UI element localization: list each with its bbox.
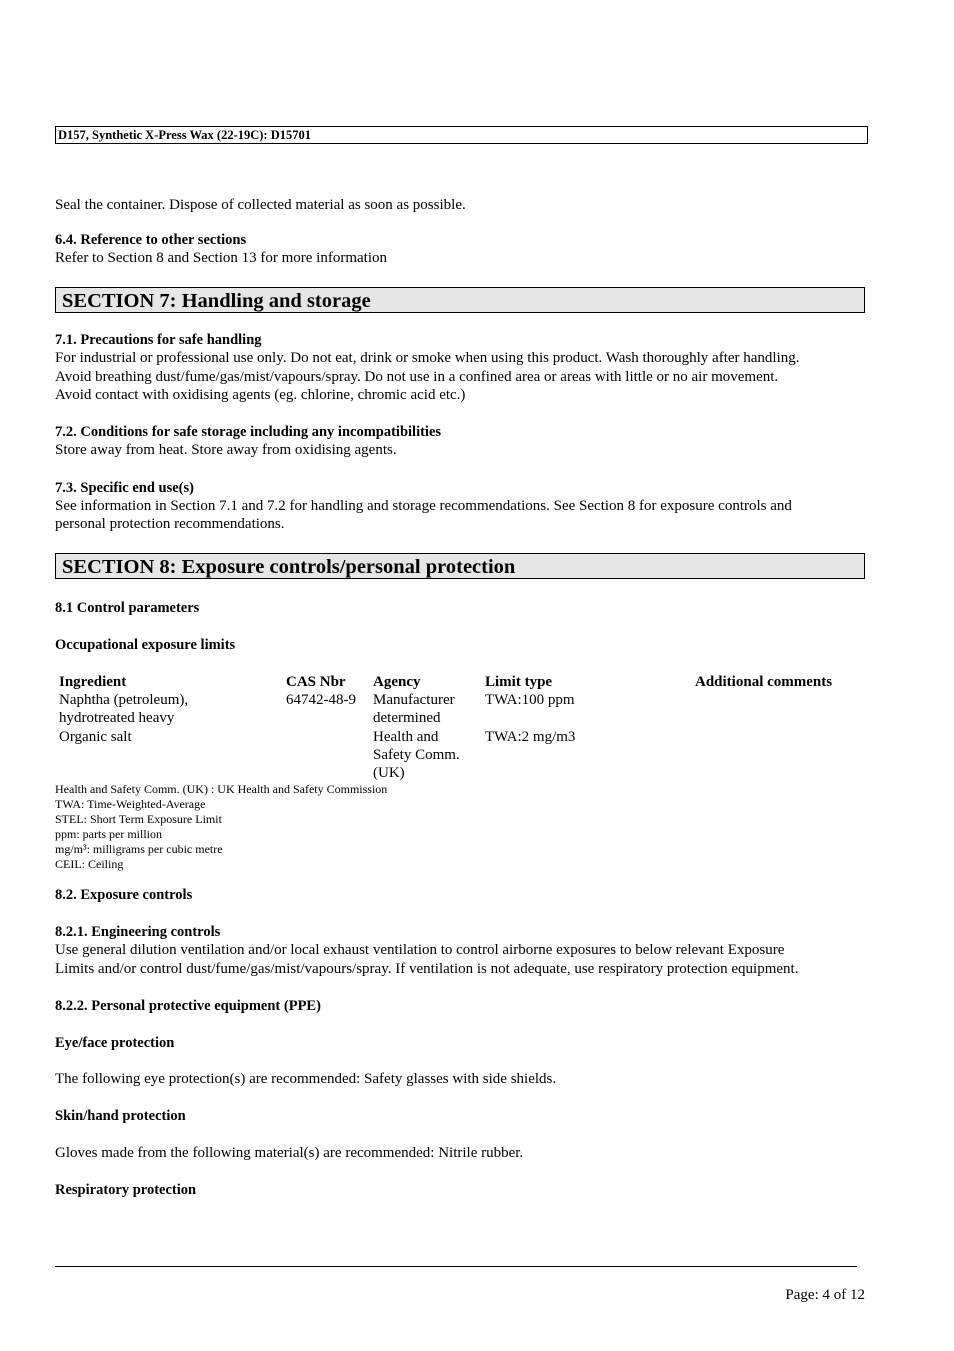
legend-line: Health and Safety Comm. (UK) : UK Health and Safety Commission — [55, 782, 388, 796]
section-8-1-heading: 8.1 Control parameters — [55, 600, 200, 616]
legend-line: CEIL: Ceiling — [55, 857, 124, 871]
table-cell-ingredient: Organic salt — [59, 729, 132, 745]
table-cell-agency: Safety Comm. — [373, 747, 460, 763]
table-cell-cas: 64742-48-9 — [286, 692, 356, 708]
section-7-3-line: See information in Section 7.1 and 7.2 for handling and storage recommendations. See Section 8 for exposure controls and — [55, 498, 792, 514]
section-7-3-heading: 7.3. Specific end use(s) — [55, 480, 194, 496]
section-8-2-1-heading: 8.2.1. Engineering controls — [55, 924, 221, 940]
section-8-2-1-line: Limits and/or control dust/fume/gas/mist/vapours/spray. If ventilation is not adequate, use respiratory protection equipment. — [55, 961, 799, 977]
section-8-2-1-line: Use general dilution ventilation and/or local exhaust ventilation to control airborne exposures to below relevant Exposure — [55, 942, 785, 958]
table-header-ingredient: Ingredient — [59, 674, 127, 690]
section-8-2-2-heading: 8.2.2. Personal protective equipment (PPE) — [55, 998, 321, 1014]
section-6-4-text: Refer to Section 8 and Section 13 for more information — [55, 250, 387, 266]
section-7-title: SECTION 7: Handling and storage — [55, 287, 865, 313]
section-8-title: SECTION 8: Exposure controls/personal protection — [55, 553, 865, 579]
section-8-2-heading: 8.2. Exposure controls — [55, 887, 193, 903]
legend-line: STEL: Short Term Exposure Limit — [55, 812, 222, 826]
skin-protection-heading: Skin/hand protection — [55, 1108, 186, 1124]
table-cell-agency: determined — [373, 710, 441, 726]
skin-protection-text: Gloves made from the following material(s) are recommended: Nitrile rubber. — [55, 1145, 524, 1161]
legend-line: TWA: Time-Weighted-Average — [55, 797, 206, 811]
table-cell-limit: TWA:100 ppm — [485, 692, 575, 708]
section-6-4-heading: 6.4. Reference to other sections — [55, 232, 247, 248]
table-header-limit-type: Limit type — [485, 674, 553, 690]
legend-line: mg/m³: milligrams per cubic metre — [55, 842, 223, 856]
section-7-1-line: For industrial or professional use only. Do not eat, drink or smoke when using this product. Wash thoroughly after handling. — [55, 350, 800, 366]
table-cell-agency: (UK) — [373, 765, 405, 781]
document-header: D157, Synthetic X-Press Wax (22-19C): D15701 — [55, 126, 868, 144]
section-7-1-line: Avoid breathing dust/fume/gas/mist/vapours/spray. Do not use in a confined area or areas with little or no air movement. — [55, 369, 779, 385]
seal-text: Seal the container. Dispose of collected material as soon as possible. — [55, 197, 466, 213]
section-7-3-line: personal protection recommendations. — [55, 516, 285, 532]
table-cell-agency: Manufacturer — [373, 692, 455, 708]
table-cell-ingredient: hydrotreated heavy — [59, 710, 175, 726]
respiratory-protection-heading: Respiratory protection — [55, 1182, 197, 1198]
section-7-1-line: Avoid contact with oxidising agents (eg. chlorine, chromic acid etc.) — [55, 387, 466, 403]
eye-protection-text: The following eye protection(s) are recommended: Safety glasses with side shields. — [55, 1071, 557, 1087]
table-header-comments: Additional comments — [695, 674, 833, 690]
table-header-cas: CAS Nbr — [286, 674, 346, 690]
table-cell-ingredient: Naphtha (petroleum), — [59, 692, 189, 708]
section-7-1-heading: 7.1. Precautions for safe handling — [55, 332, 262, 348]
page-number: Page: 4 of 12 — [785, 1287, 865, 1303]
table-header-agency: Agency — [373, 674, 421, 690]
table-cell-agency: Health and — [373, 729, 439, 745]
section-7-2-heading: 7.2. Conditions for safe storage including any incompatibilities — [55, 424, 442, 440]
section-7-2-text: Store away from heat. Store away from oxidising agents. — [55, 442, 397, 458]
eye-protection-heading: Eye/face protection — [55, 1035, 175, 1051]
table-cell-limit: TWA:2 mg/m3 — [485, 729, 576, 745]
legend-line: ppm: parts per million — [55, 827, 162, 841]
footer-divider — [55, 1266, 857, 1267]
oel-heading: Occupational exposure limits — [55, 637, 236, 653]
